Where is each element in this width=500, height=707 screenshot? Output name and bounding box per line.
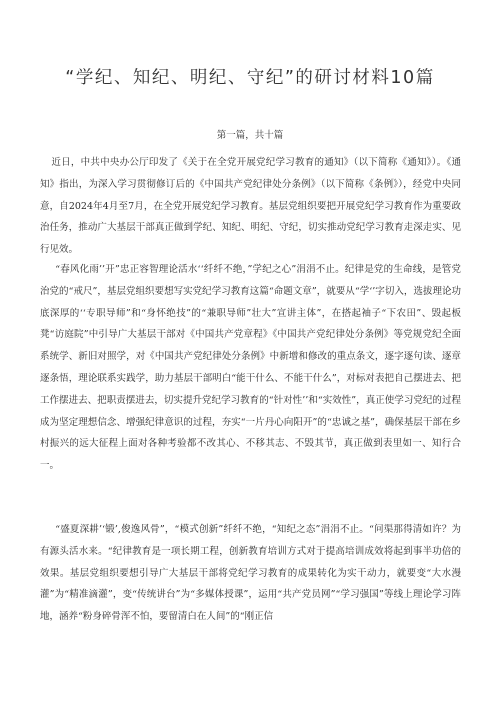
document-title: “学纪、知纪、明纪、守纪”的研讨材料10篇	[65, 68, 435, 88]
paragraph-1: 近日，中共中央办公厅印发了《关于在全党开展党纪学习教育的通知》（以下简称《通知》）。《通知》指出，为深入学习贯彻修订后的《中国共产党纪律处分条例》（以下简称《条例》），经党中央同意，自2024年4月至7月，在全党开展党纪学习教育。基层党组织要把开展党纪学习教育作为重要政治任务，推动广大基层干部真正做到学纪、知纪、明纪、守纪，切实推动党纪学习教育走深走实、见行见效。	[40, 157, 461, 256]
paragraph-2: “春风化雨’’开”忠正容智理论活水‘‘纤纤不绝，”学纪之心”涓涓不止。纪律是党的生命线，是管党治党的“戒尺”，基层党组织要想写实党纪学习教育这篇“命题文章”，就要从“学‘’字切入，选拔理论功底深厚的‘‘专职导师”和“身怀绝技”的“兼职导师”壮大”宣讲主体”，在搭起袖子“下农田”、毁起板凳“访庭院”中引导广大基层干部对《中国共产党章程》《中国共产党纪律处分条例》等党规党纪全面系统学、新旧对照学，对《中国共产党纪律处分条例》中新增和修改的重点条文，逐字逐句读、逐章逐条悟，理论联系实践学，助力基层干部明白“能干什么、不能干什么”，对标对表把自己摆进去、把工作摆进去、把职责摆进去，切实提升党纪学习教育的“针对性’’和“实效性”，真正使学习党纪的过程成为坚定理想信念、增强纪律意识的过程，夯实“一片丹心向阳开”的“忠诚之基”，确保基层干部在乡村振兴的远大征程上面对各种考验都不改其心、不移其志、不毁其节，真正做到表里如一、知行合一。	[40, 264, 461, 472]
paragraph-3: “盛夏深耕’‘锻’,俊逸风骨”，“模式创新”纤纤不绝，“知纪之态”涓涓不止。“问渠那得清如许？为有源头活水来。“纪律教育是一项长期工程，创新教育培训方式对于提高培训成效将起到事半功倍的效果。基层党组织要想引导广大基层干部将党纪学习教育的成果转化为实干动力，就要变“大水漫灌”为“精准滴灌”，变“传统讲台”为“多媒体授课”，运用“共产党员网”“学习强国”等线上理论学习阵地，涵养“粉身碎骨浑不怕，要留清白在人间”的“刚正信	[40, 524, 461, 623]
document-subtitle: 第一篇，共十篇	[216, 130, 284, 141]
